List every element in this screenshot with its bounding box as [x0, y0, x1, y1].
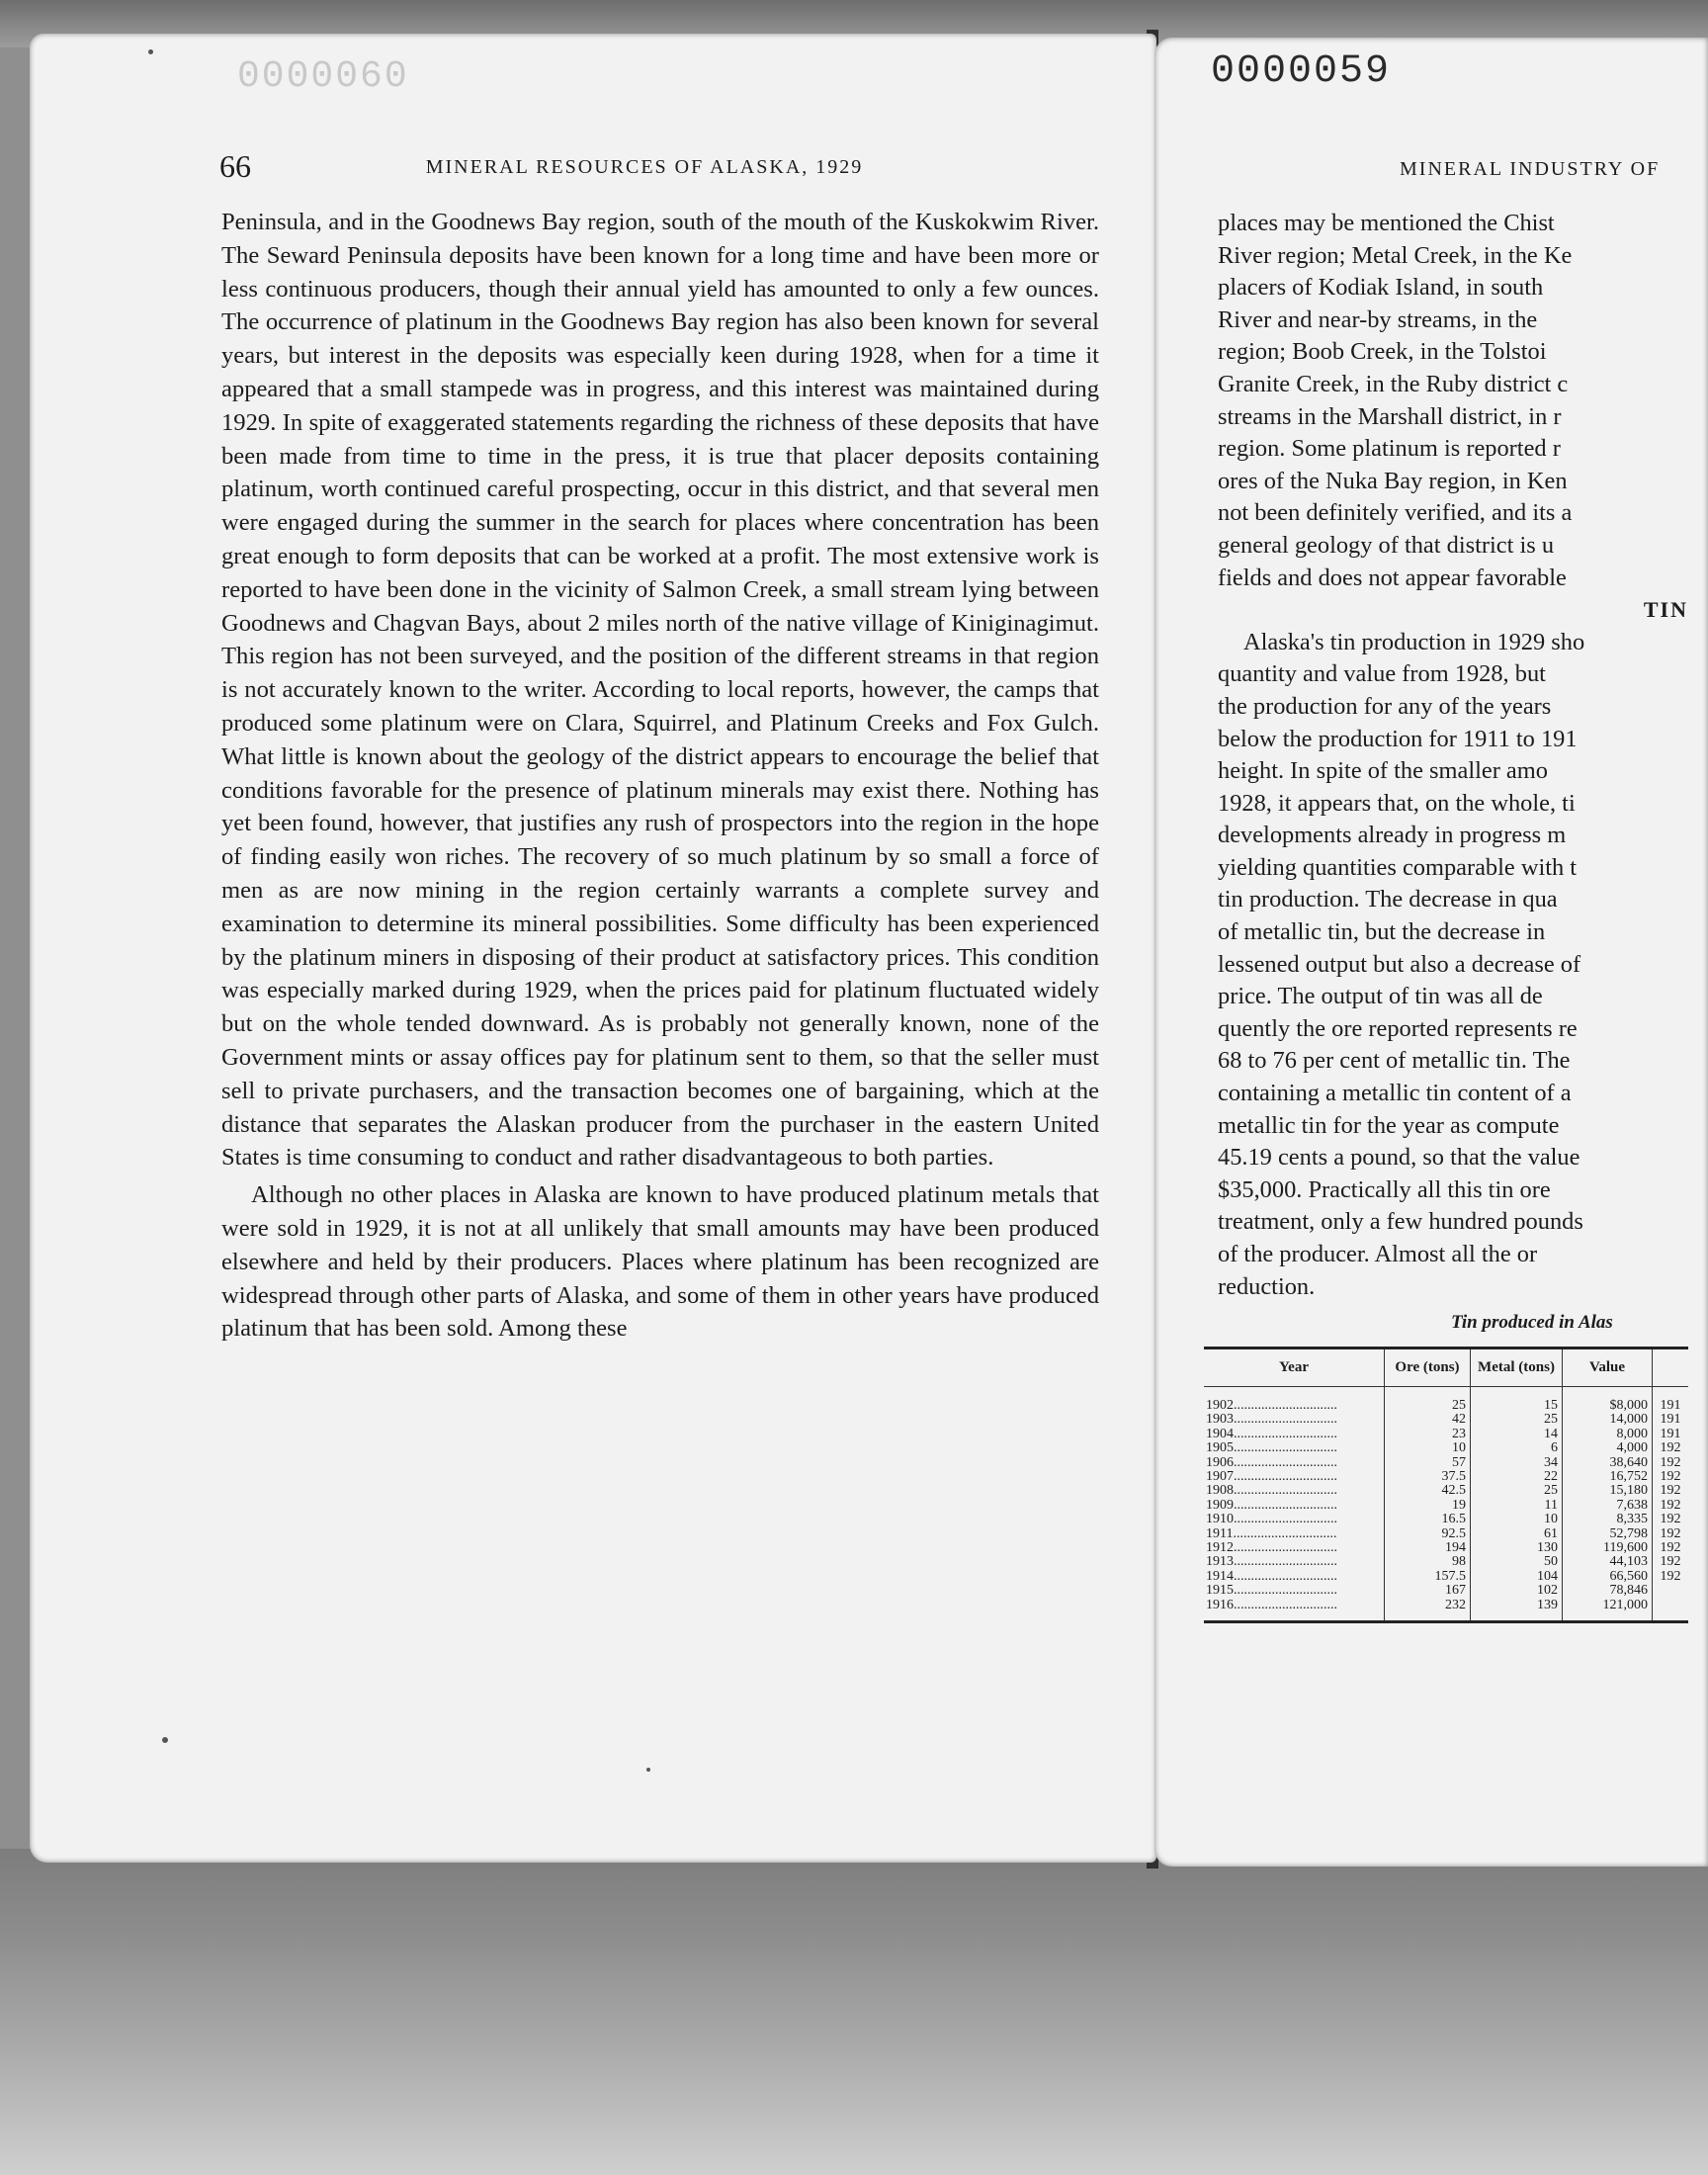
ore-cell: 167 — [1385, 1584, 1471, 1598]
text-line: metallic tin for the year as compute — [1218, 1111, 1560, 1139]
table-row — [1204, 1484, 1688, 1498]
ore-cell: 157.5 — [1385, 1570, 1471, 1584]
text-line: quantity and value from 1928, but — [1218, 660, 1546, 688]
metal-cell: 25 — [1471, 1413, 1563, 1427]
text-line: not been definitely verified, and its a — [1218, 499, 1573, 527]
value-cell: $8,000 — [1563, 1387, 1653, 1414]
text-line: 1928, it appears that, on the whole, ti — [1218, 789, 1576, 817]
metal-cell: 104 — [1471, 1570, 1563, 1584]
ore-cell: 23 — [1385, 1428, 1471, 1441]
cut-cell: 191 — [1653, 1428, 1689, 1441]
ore-cell: 25 — [1385, 1387, 1471, 1414]
text-line: yielding quantities comparable with t — [1218, 853, 1578, 881]
ore-cell: 37.5 — [1385, 1470, 1471, 1484]
ore-cell: 19 — [1385, 1499, 1471, 1513]
text-line: region. Some platinum is reported r — [1218, 435, 1561, 463]
text-line: quently the ore reported represents re — [1218, 1014, 1578, 1042]
year-cell: 1903.............................. — [1206, 1413, 1337, 1428]
value-cell: 78,846 — [1563, 1584, 1653, 1598]
tin-production-table — [1204, 1347, 1688, 1623]
cut-cell — [1653, 1599, 1689, 1622]
cut-cell: 192 — [1653, 1513, 1689, 1526]
year-cell: 1912.............................. — [1206, 1541, 1337, 1556]
ore-cell: 57 — [1385, 1456, 1471, 1470]
scan-speck — [162, 1737, 168, 1743]
table-row — [1204, 1599, 1688, 1622]
cut-cell: 192 — [1653, 1499, 1689, 1513]
cut-cell: 191 — [1653, 1387, 1689, 1414]
text-line: the production for any of the years — [1218, 692, 1552, 720]
cut-cell: 192 — [1653, 1470, 1689, 1484]
ore-cell: 10 — [1385, 1441, 1471, 1455]
text-line: of metallic tin, but the decrease in — [1218, 918, 1546, 946]
table-row — [1204, 1513, 1688, 1526]
right-page-body — [1218, 208, 1708, 1303]
text-line: streams in the Marshall district, in r — [1218, 402, 1562, 430]
metal-cell: 139 — [1471, 1599, 1563, 1622]
table-row — [1204, 1499, 1688, 1513]
cut-cell: 192 — [1653, 1441, 1689, 1455]
cut-cell: 192 — [1653, 1484, 1689, 1498]
ore-cell: 98 — [1385, 1555, 1471, 1569]
value-cell: 16,752 — [1563, 1470, 1653, 1484]
scan-background-bottom — [0, 1849, 1708, 2175]
section-heading: TIN — [1643, 597, 1688, 623]
running-head: MINERAL RESOURCES OF ALASKA, 1929 — [425, 156, 864, 178]
text-line: lessened output but also a decrease of — [1218, 950, 1581, 978]
text-line: $35,000. Practically all this tin ore — [1218, 1175, 1551, 1203]
metal-cell: 25 — [1471, 1484, 1563, 1498]
text-line: treatment, only a few hundred pounds — [1218, 1208, 1583, 1236]
table-row — [1204, 1441, 1688, 1455]
text-line: general geology of that district is u — [1218, 531, 1555, 559]
ore-cell: 42.5 — [1385, 1484, 1471, 1498]
ore-cell: 194 — [1385, 1541, 1471, 1555]
ore-cell: 42 — [1385, 1413, 1471, 1427]
table-row — [1204, 1584, 1688, 1598]
year-cell: 1902.............................. — [1206, 1398, 1337, 1413]
text-line: places may be mentioned the Chist — [1218, 210, 1555, 236]
text-line: 45.19 cents a pound, so that the value — [1218, 1144, 1580, 1172]
text-line: fields and does not appear favorable — [1218, 564, 1567, 591]
table-row — [1204, 1413, 1688, 1427]
cut-cell: 192 — [1653, 1541, 1689, 1555]
text-line: River region; Metal Creek, in the Ke — [1218, 241, 1573, 269]
table-row — [1204, 1456, 1688, 1470]
text-line: Granite Creek, in the Ruby district c — [1218, 370, 1569, 397]
cut-cell: 191 — [1653, 1413, 1689, 1427]
scan-speck — [646, 1768, 650, 1772]
metal-cell: 14 — [1471, 1428, 1563, 1441]
table-row — [1204, 1387, 1688, 1414]
text-line: price. The output of tin was all de — [1218, 983, 1543, 1010]
metal-cell: 61 — [1471, 1527, 1563, 1541]
year-cell: 1905.............................. — [1206, 1441, 1337, 1456]
column-header: Metal (tons) — [1471, 1348, 1563, 1387]
metal-cell: 22 — [1471, 1470, 1563, 1484]
text-line: Alaska's tin production in 1929 sho — [1243, 628, 1585, 655]
metal-cell: 11 — [1471, 1499, 1563, 1513]
cut-cell: 192 — [1653, 1527, 1689, 1541]
text-line: ores of the Nuka Bay region, in Ken — [1218, 467, 1568, 494]
text-line: of the producer. Almost all the or — [1218, 1241, 1538, 1267]
year-cell: 1908.............................. — [1206, 1484, 1337, 1499]
paragraph: Peninsula, and in the Goodnews Bay region, south of the mouth of the Kuskokwim River. The Seward Peninsula deposits have been known for a long time and have been more or less continuous producers, though their annual yield has amounted to only a few ounces. The occurrence of platinum in the Goodnews Bay region has also been known for several years, but interest in the deposits was especially keen during 1928, when for a time it appeared that a small stampede was in progress, and this interest was maintained during 1929. In spite of exaggerated statements regarding the richness of these deposits that have been made from time to time in the press, it is true that placer deposits containing platinum, worth continued careful prospecting, occur in this district, and that several men were engaged during the summer in the search for places where concentration has been great enough to form deposits that can be worked at a profit. The most extensive work is reported to have been done in the vicinity of Salmon Creek, a small stream lying between Goodnews and Chagvan Bays, about 2 miles north of the native village of Kiniginagimut. This region has not been surveyed, and the position of the different streams in that region is not accurately known to the writer. According to local reports, however, the camps that produced some platinum were on Clara, Squirrel, and Platinum Creeks and Fox Gulch. What little is known about the geology of the district appears to encourage the belief that conditions favorable for the presence of platinum minerals may exist there. Nothing has yet been found, however, that justifies any rush of prospectors into the region in the hope of finding easily won riches. The recovery of so much platinum by so small a force of men as are now mining in the region certainly warrants a complete survey and examination to determine its mineral possibilities. Some difficulty has been experienced by the platinum miners in disposing of their product at satisfactory prices. This condition was especially marked during 1929, when the prices paid for platinum fluctuated widely but on the whole tended downward. As is probably not generally known, none of the Government mints or assay offices pay for platinum sent to them, so that the seller must sell to private purchasers, and the transaction becomes one of bargaining, which at the distance that separates the Alaskan producer from the purchaser in the eastern United States is time consuming to conduct and rather disadvantageous to both parties. — [221, 209, 1099, 1172]
ore-cell: 232 — [1385, 1599, 1471, 1622]
text-line: placers of Kodiak Island, in south — [1218, 274, 1544, 302]
metal-cell: 6 — [1471, 1441, 1563, 1455]
cut-cell — [1653, 1584, 1689, 1598]
text-line: 68 to 76 per cent of metallic tin. The — [1218, 1047, 1571, 1075]
ledger-number: 0000059 — [1211, 49, 1392, 94]
column-header-cut — [1653, 1348, 1689, 1387]
left-page-header — [190, 148, 1099, 188]
table-row — [1204, 1428, 1688, 1441]
column-header: Year — [1204, 1348, 1385, 1387]
value-cell: 8,000 — [1563, 1428, 1653, 1441]
text-line: containing a metallic tin content of a — [1218, 1080, 1572, 1107]
metal-cell: 130 — [1471, 1541, 1563, 1555]
right-running-head: MINERAL INDUSTRY OF — [1400, 158, 1661, 180]
value-cell: 121,000 — [1563, 1599, 1653, 1622]
table-row — [1204, 1555, 1688, 1569]
value-cell: 14,000 — [1563, 1413, 1653, 1427]
cut-cell: 192 — [1653, 1570, 1689, 1584]
table-caption: Tin produced in Alas — [1451, 1312, 1613, 1333]
metal-cell: 15 — [1471, 1387, 1563, 1414]
text-line: height. In spite of the smaller amo — [1218, 757, 1548, 785]
table-row — [1204, 1470, 1688, 1484]
year-cell: 1911.............................. — [1206, 1526, 1337, 1541]
metal-cell: 102 — [1471, 1584, 1563, 1598]
cut-cell: 192 — [1653, 1456, 1689, 1470]
year-cell: 1906.............................. — [1206, 1455, 1337, 1470]
column-header: Value — [1563, 1348, 1653, 1387]
ghost-ledger-number: 0000060 — [237, 55, 409, 98]
year-cell: 1916.............................. — [1206, 1598, 1337, 1612]
cut-cell: 192 — [1653, 1555, 1689, 1569]
year-cell: 1904.............................. — [1206, 1427, 1337, 1441]
year-cell: 1907.............................. — [1206, 1470, 1337, 1485]
text-line: developments already in progress m — [1218, 822, 1567, 849]
value-cell: 119,600 — [1563, 1541, 1653, 1555]
ore-cell: 16.5 — [1385, 1513, 1471, 1526]
year-cell: 1910.............................. — [1206, 1513, 1337, 1527]
metal-cell: 10 — [1471, 1513, 1563, 1526]
paragraph: Although no other places in Alaska are known to have produced platinum metals that were sold in 1929, it is not at all unlikely that small amounts may have been produced elsewhere and held by their producers. Places where platinum has been recognized are widespread through other parts of Alaska, and some of them in other years have produced platinum that has been sold. Among these — [221, 1181, 1099, 1343]
year-cell: 1915.............................. — [1206, 1584, 1337, 1599]
metal-cell: 34 — [1471, 1456, 1563, 1470]
left-page-body — [221, 206, 1099, 1346]
metal-cell: 50 — [1471, 1555, 1563, 1569]
column-header: Ore (tons) — [1385, 1348, 1471, 1387]
value-cell: 4,000 — [1563, 1441, 1653, 1455]
table-row — [1204, 1570, 1688, 1584]
ore-cell: 92.5 — [1385, 1527, 1471, 1541]
text-line: region; Boob Creek, in the Tolstoi — [1218, 338, 1547, 366]
value-cell: 44,103 — [1563, 1555, 1653, 1569]
value-cell: 7,638 — [1563, 1499, 1653, 1513]
year-cell: 1913.............................. — [1206, 1555, 1337, 1570]
value-cell: 38,640 — [1563, 1456, 1653, 1470]
value-cell: 66,560 — [1563, 1570, 1653, 1584]
page-number: 66 — [219, 148, 251, 184]
value-cell: 15,180 — [1563, 1484, 1653, 1498]
table-row — [1204, 1541, 1688, 1555]
scan-speck — [148, 49, 153, 54]
year-cell: 1909.............................. — [1206, 1498, 1337, 1513]
table-row — [1204, 1527, 1688, 1541]
year-cell: 1914.............................. — [1206, 1569, 1337, 1584]
value-cell: 8,335 — [1563, 1513, 1653, 1526]
text-line: reduction. — [1218, 1272, 1316, 1300]
text-line: tin production. The decrease in qua — [1218, 886, 1558, 914]
text-line: River and near-by streams, in the — [1218, 305, 1538, 333]
text-line: below the production for 1911 to 191 — [1218, 725, 1578, 752]
value-cell: 52,798 — [1563, 1527, 1653, 1541]
